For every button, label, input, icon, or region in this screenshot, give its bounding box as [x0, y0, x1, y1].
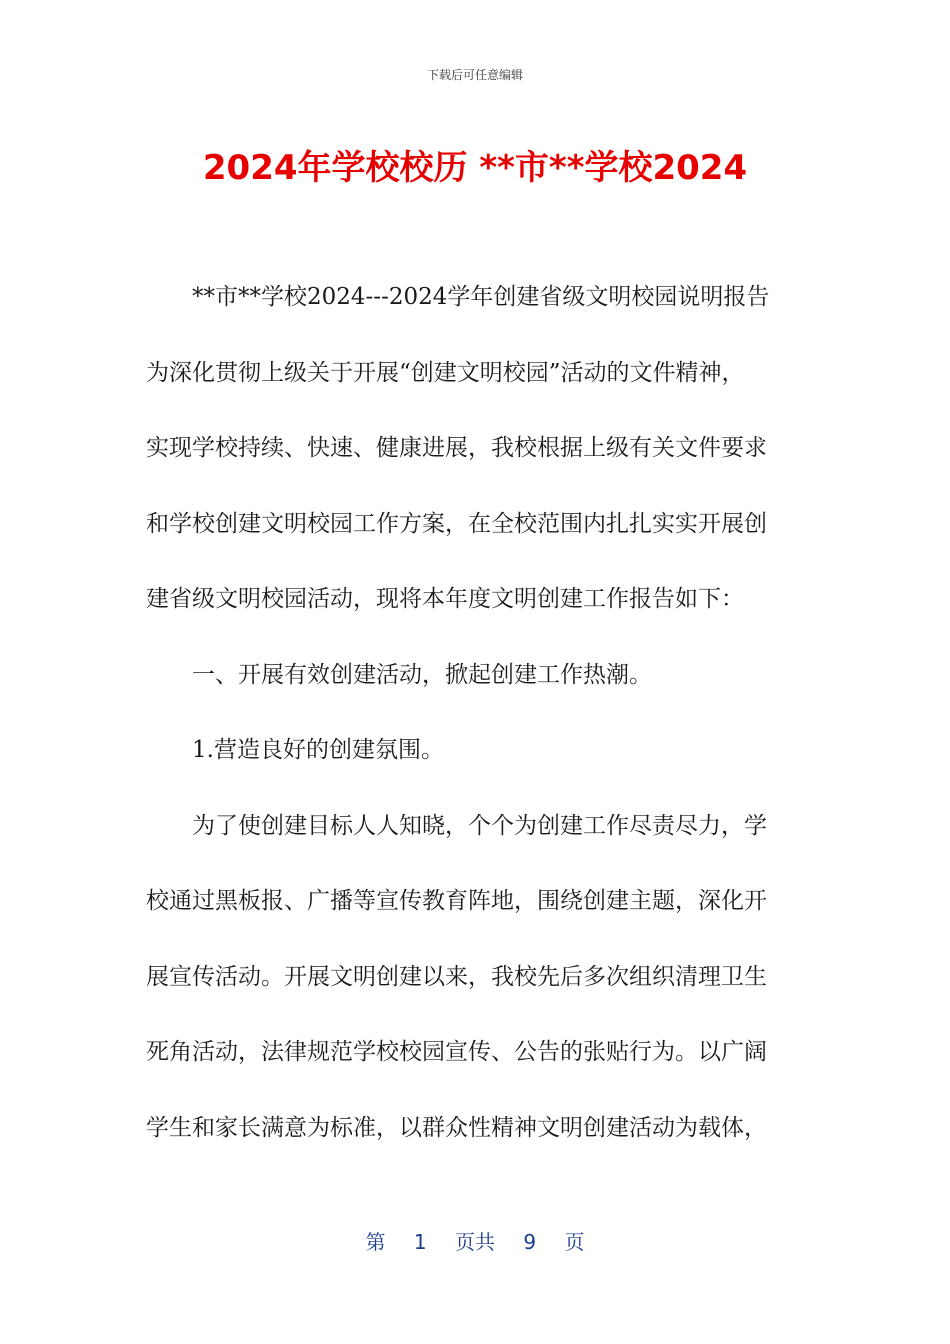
- body-line: 实现学校持续、快速、健康进展，我校根据上级有关文件要求: [146, 435, 767, 461]
- body-line: 和学校创建文明校园工作方案，在全校范围内扎扎实实开展创: [146, 510, 767, 537]
- header-note: 下载后可任意编辑: [426, 68, 523, 82]
- page-middle: 页共: [455, 1230, 495, 1254]
- page-total: 9: [523, 1230, 537, 1254]
- subsection-heading: 1.营造良好的创建氛围。: [192, 737, 444, 763]
- body-line: 为了使创建目标人人知晓，个个为创建工作尽责尽力，学: [192, 812, 767, 839]
- body-line: 校通过黑板报、广播等宣传教育阵地，围绕创建主题，深化开: [146, 888, 767, 914]
- section-heading: 一、开展有效创建活动，掀起创建工作热潮。: [192, 661, 652, 688]
- page-footer: [0, 1226, 950, 1255]
- document-body: [146, 260, 792, 1166]
- body-line: **市**学校2024---2024学年创建省级文明校园说明报告: [192, 284, 770, 310]
- body-line: 展宣传活动。开展文明创建以来，我校先后多次组织清理卫生: [146, 963, 767, 990]
- page-suffix: 页: [564, 1230, 585, 1254]
- body-line: 学生和家长满意为标准，以群众性精神文明创建活动为载体，: [146, 1114, 767, 1141]
- document-title: 2024年学校校历 **市**学校2024: [202, 148, 748, 188]
- page-prefix: 第: [365, 1230, 386, 1254]
- page-current: 1: [413, 1230, 427, 1254]
- body-line: 建省级文明校园活动，现将本年度文明创建工作报告如下：: [146, 586, 744, 612]
- body-line: 死角活动，法律规范学校校园宣传、公告的张贴行为。以广阔: [146, 1039, 767, 1065]
- body-line: 为深化贯彻上级关于开展“创建文明校园”活动的文件精神，: [146, 359, 745, 386]
